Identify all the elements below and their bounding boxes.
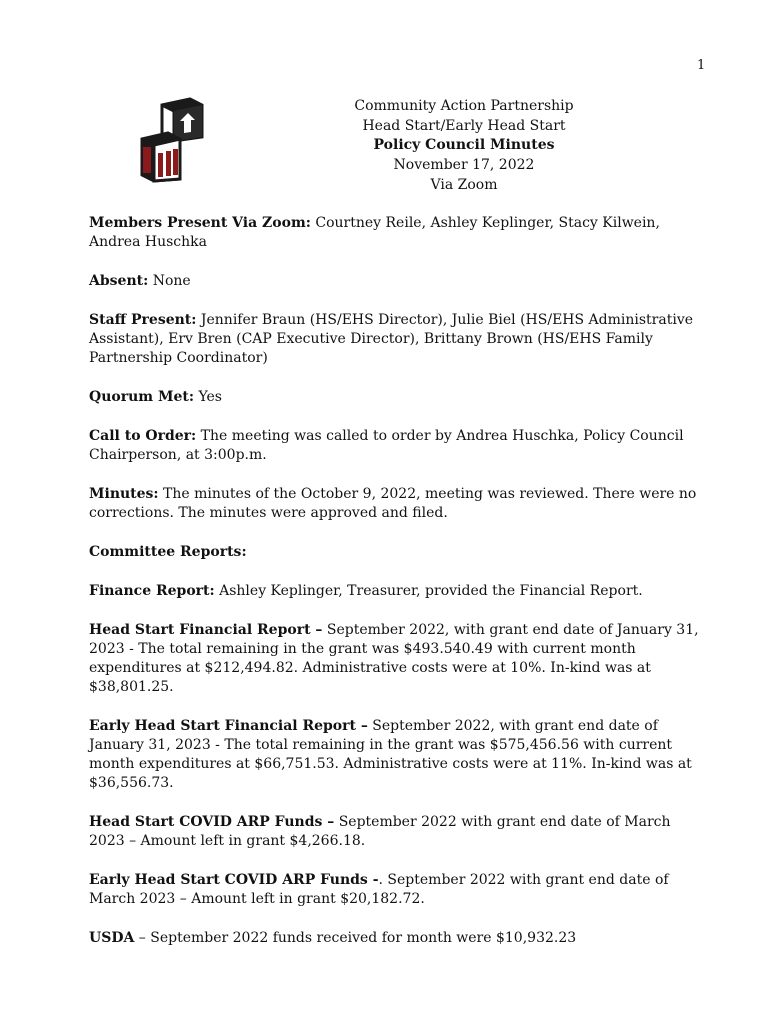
section-text: . September 2022 with grant end date of March 2023 – Amount left in grant $20,182.72. xyxy=(89,872,669,907)
section-label: Head Start Financial Report – xyxy=(89,622,323,638)
call-to-order xyxy=(89,427,707,465)
section-text: None xyxy=(148,273,191,289)
section-label: Members Present Via Zoom: xyxy=(89,215,311,231)
section-text: Courtney Reile, Ashley Keplinger, Stacy Kilwein, Andrea Huschka xyxy=(89,215,660,250)
early-head-start-financial-report xyxy=(89,717,707,793)
stacked-blocks-logo xyxy=(138,97,214,183)
organization-name: Community Action Partnership xyxy=(354,98,574,114)
section-text: Jennifer Braun (HS/EHS Director), Julie Biel (HS/EHS Administrative Assistant), Erv Bren (CAP Executive Director), Brittany Brown (HS/EHS Family Partnership Coordinator) xyxy=(89,312,694,366)
section-text: The minutes of the October 9, 2022, meeting was reviewed. There were no corrections. The minutes were approved and filed. xyxy=(89,486,697,521)
section-label: Call to Order: xyxy=(89,428,197,444)
meeting-venue: Via Zoom xyxy=(430,176,498,193)
section-label: Minutes: xyxy=(89,486,159,502)
section-text: Ashley Keplinger, Treasurer, provided the Financial Report. xyxy=(214,583,643,599)
section-label: Quorum Met: xyxy=(89,389,194,405)
section-text: September 2022, with grant end date of January 31, 2023 - The total remaining in the grant was $493.540.49 with current month expenditures at $212,494.82. Administrative costs were at 10%. In-kind was at $38,801.25. xyxy=(89,622,699,695)
bottom-block-icon xyxy=(142,133,180,181)
quorum-met xyxy=(89,388,707,407)
head-start-covid-arp-funds xyxy=(89,813,707,851)
document-header xyxy=(299,97,629,196)
section-text: September 2022 with grant end date of March 2023 – Amount left in grant $4,266.18. xyxy=(89,814,671,849)
section-text: The meeting was called to order by Andrea Huschka, Policy Council Chairperson, at 3:00p.m. xyxy=(89,428,684,463)
page-number: 1 xyxy=(697,58,706,73)
early-head-start-covid-arp-funds xyxy=(89,871,707,909)
meeting-date: November 17, 2022 xyxy=(393,157,535,174)
section-label: Early Head Start COVID ARP Funds - xyxy=(89,872,379,888)
section-label: Early Head Start Financial Report – xyxy=(89,718,368,734)
program-name: Head Start/Early Head Start xyxy=(362,117,566,134)
head-start-financial-report xyxy=(89,621,707,697)
section-label: Absent: xyxy=(89,273,149,289)
section-label: Head Start COVID ARP Funds – xyxy=(89,814,335,830)
finance-report xyxy=(89,582,707,601)
section-label: USDA xyxy=(89,930,135,946)
staff-present xyxy=(89,311,707,368)
committee-reports-heading xyxy=(89,543,707,562)
section-text: September 2022, with grant end date of January 31, 2023 - The total remaining in the grant was $575,456.56 with current month expenditures at $66,751.53. Administrative costs were at 11%. In-kind was at $36,556.73. xyxy=(89,718,692,791)
document-body xyxy=(89,214,707,948)
section-label: Finance Report: xyxy=(89,583,215,599)
absent xyxy=(89,272,707,291)
section-label: Staff Present: xyxy=(89,312,197,328)
members-present xyxy=(89,214,707,252)
usda xyxy=(89,929,707,948)
minutes xyxy=(89,485,707,523)
document-title: Policy Council Minutes xyxy=(373,137,555,154)
section-text: Yes xyxy=(194,389,222,405)
section-text: – September 2022 funds received for month were $10,932.23 xyxy=(134,930,577,946)
section-label: Committee Reports: xyxy=(89,544,247,560)
